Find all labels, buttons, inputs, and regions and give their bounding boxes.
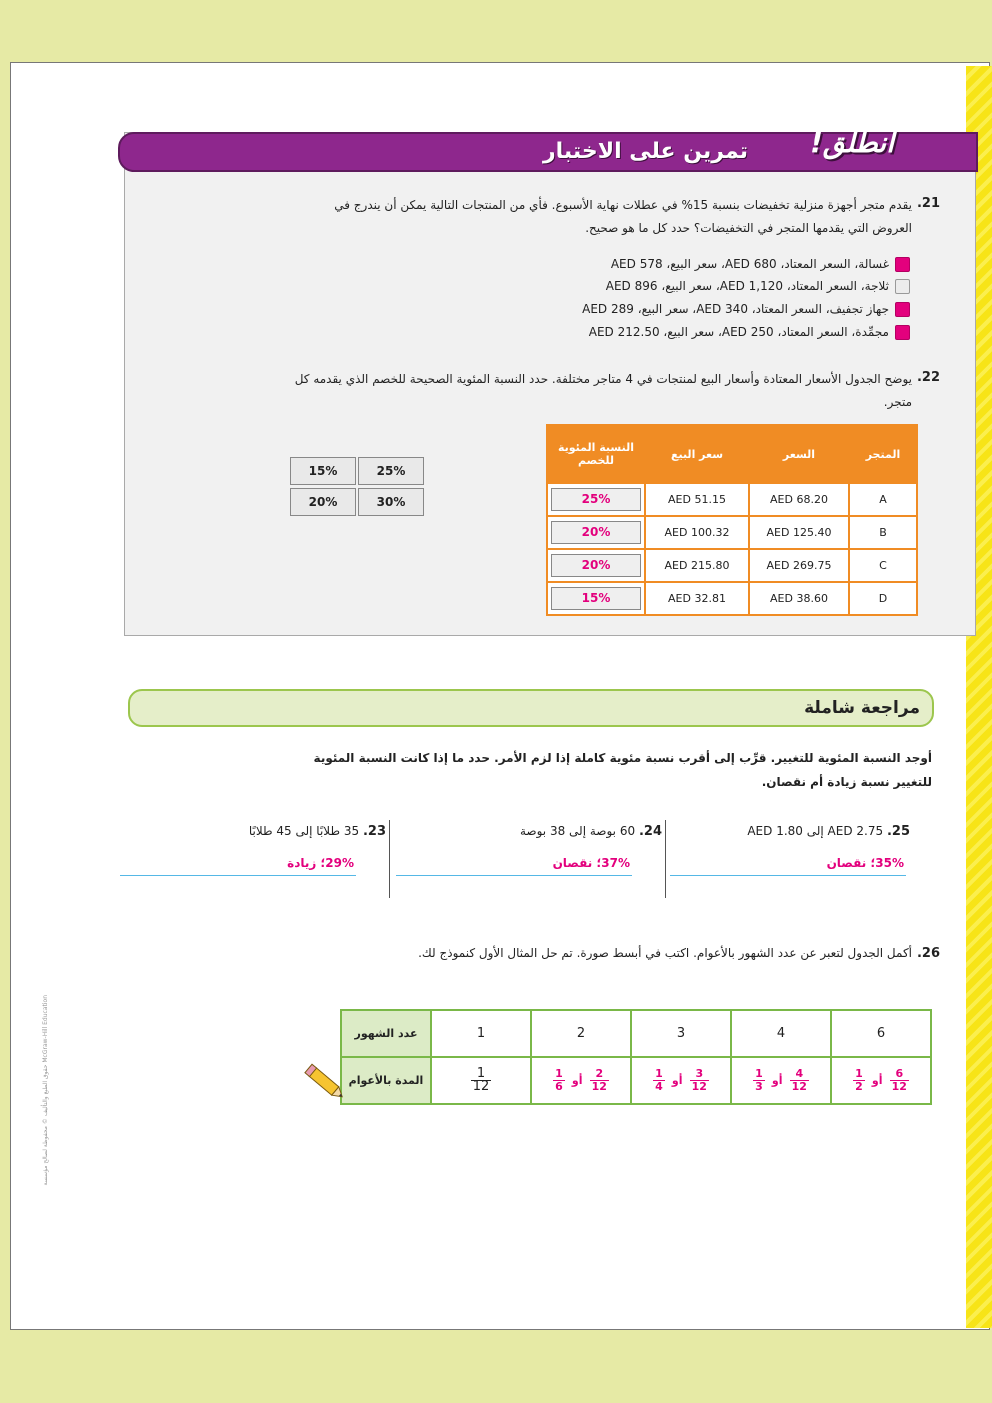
review-header xyxy=(128,689,934,727)
q21-option-4[interactable]: مجمِّدة، السعر المعتاد، 250 AED، سعر البيع، 212.50 AED xyxy=(589,322,910,342)
discount-cell xyxy=(547,483,645,516)
price-cell: AED 38.60 xyxy=(749,582,849,615)
store-cell: C xyxy=(849,549,917,582)
years-cell: $\frac{6}{12}$ أو $\frac{1}{2}$ xyxy=(831,1057,931,1104)
store-cell: B xyxy=(849,516,917,549)
q21-option-3[interactable]: جهاز تجفيف، السعر المعتاد، 340 AED، سعر البيع، 289 AED xyxy=(582,299,910,319)
q21-option-1[interactable]: غسالة، السعر المعتاد، 680 AED، سعر البيع، 578 AED xyxy=(611,254,910,274)
checkbox-checked-icon[interactable] xyxy=(895,325,910,340)
q26-number: 26. xyxy=(916,946,940,961)
discount-cell xyxy=(547,582,645,615)
table-row xyxy=(547,483,917,516)
q21-option-2[interactable]: ثلاجة، السعر المعتاد، 1,120 AED، سعر البيع، 896 AED xyxy=(606,276,910,296)
months-cell: 4 xyxy=(731,1010,831,1057)
q22-table xyxy=(546,424,918,616)
sale-cell: AED 100.32 xyxy=(645,516,749,549)
price-cell: AED 68.20 xyxy=(749,483,849,516)
banner-subtitle: تمرين على الاختبار xyxy=(542,139,748,164)
bank-tile[interactable]: 30% xyxy=(358,488,424,516)
q25-answer-line xyxy=(670,875,906,876)
q24-answer-line xyxy=(396,875,632,876)
row-label-months: عدد الشهور xyxy=(341,1010,431,1057)
years-cell: $\frac{4}{12}$ أو $\frac{1}{3}$ xyxy=(731,1057,831,1104)
price-cell: AED 269.75 xyxy=(749,549,849,582)
price-cell: AED 125.40 xyxy=(749,516,849,549)
checkbox-checked-icon[interactable] xyxy=(895,302,910,317)
discount-answer-box[interactable]: 20% xyxy=(551,554,641,577)
discount-cell xyxy=(547,549,645,582)
test-practice-banner xyxy=(118,126,978,172)
q26-table xyxy=(340,1009,932,1105)
copyright-side-text: McGraw-Hill Education حقوق الطبع والتأليف © محفوظة لصالح مؤسسة xyxy=(42,995,49,1186)
years-cell: $\frac{2}{12}$ أو $\frac{1}{6}$ xyxy=(531,1057,631,1104)
pencil-icon xyxy=(300,1058,350,1108)
bank-tile[interactable]: 15% xyxy=(290,457,356,485)
q25-answer: 35%؛ نقصان xyxy=(826,856,904,870)
store-cell: D xyxy=(849,582,917,615)
discount-answer-box[interactable]: 20% xyxy=(551,521,641,544)
q22-header-sale: سعر البيع xyxy=(645,425,749,483)
q22-header-price: السعر xyxy=(749,425,849,483)
divider xyxy=(389,820,390,898)
q25-item: 25. AED 2.75 إلى AED 1.80 xyxy=(747,824,910,839)
checkbox-unchecked-icon[interactable] xyxy=(895,279,910,294)
review-title: مراجعة شاملة xyxy=(804,698,920,718)
q24-item: 24. 60 بوصة إلى 38 بوصة xyxy=(519,824,662,839)
store-cell: A xyxy=(849,483,917,516)
banner-title: انطلق! xyxy=(810,126,894,159)
q23-item: 23. 35 طلابًا إلى 45 طلابًا xyxy=(248,824,386,839)
review-instructions: أوجد النسبة المئوية للتغيير. قرِّب إلى أقرب نسبة مئوية كاملة إذا لزم الأمر. حدد ما إذا كانت النسبة المئوية للتغيير نسبة زيادة أم نقصان. xyxy=(313,751,932,789)
q22-header-discount: النسبة المئوية للخصم xyxy=(547,425,645,483)
row-label-years: المدة بالأعوام xyxy=(341,1057,431,1104)
discount-cell xyxy=(547,516,645,549)
discount-answer-box[interactable]: 25% xyxy=(551,488,641,511)
months-cell: 6 xyxy=(831,1010,931,1057)
years-cell: $\frac{1}{12}$ xyxy=(431,1057,531,1104)
q23-answer: 29%؛ زيادة xyxy=(287,856,354,870)
table-row xyxy=(341,1057,931,1104)
years-cell: $\frac{3}{12}$ أو $\frac{1}{4}$ xyxy=(631,1057,731,1104)
q21-text: يقدم متجر أجهزة منزلية تخفيضات بنسبة 15% في عطلات نهاية الأسبوع. فأي من المنتجات التالية يمكن أن يندرج في العروض التي يقدمها المتجر في التخفيضات؟ حدد كل ما هو صحيح. xyxy=(334,198,912,235)
q22-text: يوضح الجدول الأسعار المعتادة وأسعار البيع لمنتجات في 4 متاجر مختلفة. حدد النسبة المئوية الصحيحة للخصم الذي يقدمه كل متجر. xyxy=(294,372,912,409)
bank-tile[interactable]: 20% xyxy=(290,488,356,516)
sale-cell: AED 32.81 xyxy=(645,582,749,615)
q21-number: 21. xyxy=(916,196,940,211)
bank-tile[interactable]: 25% xyxy=(358,457,424,485)
table-row xyxy=(547,549,917,582)
table-row xyxy=(341,1010,931,1057)
months-cell: 3 xyxy=(631,1010,731,1057)
table-row xyxy=(547,516,917,549)
sale-cell: AED 215.80 xyxy=(645,549,749,582)
q22-header-store: المتجر xyxy=(849,425,917,483)
q23-answer-line xyxy=(120,875,356,876)
q22-number: 22. xyxy=(916,370,940,385)
checkbox-checked-icon[interactable] xyxy=(895,257,910,272)
discount-answer-box[interactable]: 15% xyxy=(551,587,641,610)
months-cell: 2 xyxy=(531,1010,631,1057)
q26-text: أكمل الجدول لتعبر عن عدد الشهور بالأعوام. اكتب في أبسط صورة. تم حل المثال الأول كنموذج لك. xyxy=(418,946,912,960)
table-row xyxy=(547,582,917,615)
divider xyxy=(665,820,666,898)
months-cell: 1 xyxy=(431,1010,531,1057)
q24-answer: 37%؛ نقصان xyxy=(552,856,630,870)
sale-cell: AED 51.15 xyxy=(645,483,749,516)
